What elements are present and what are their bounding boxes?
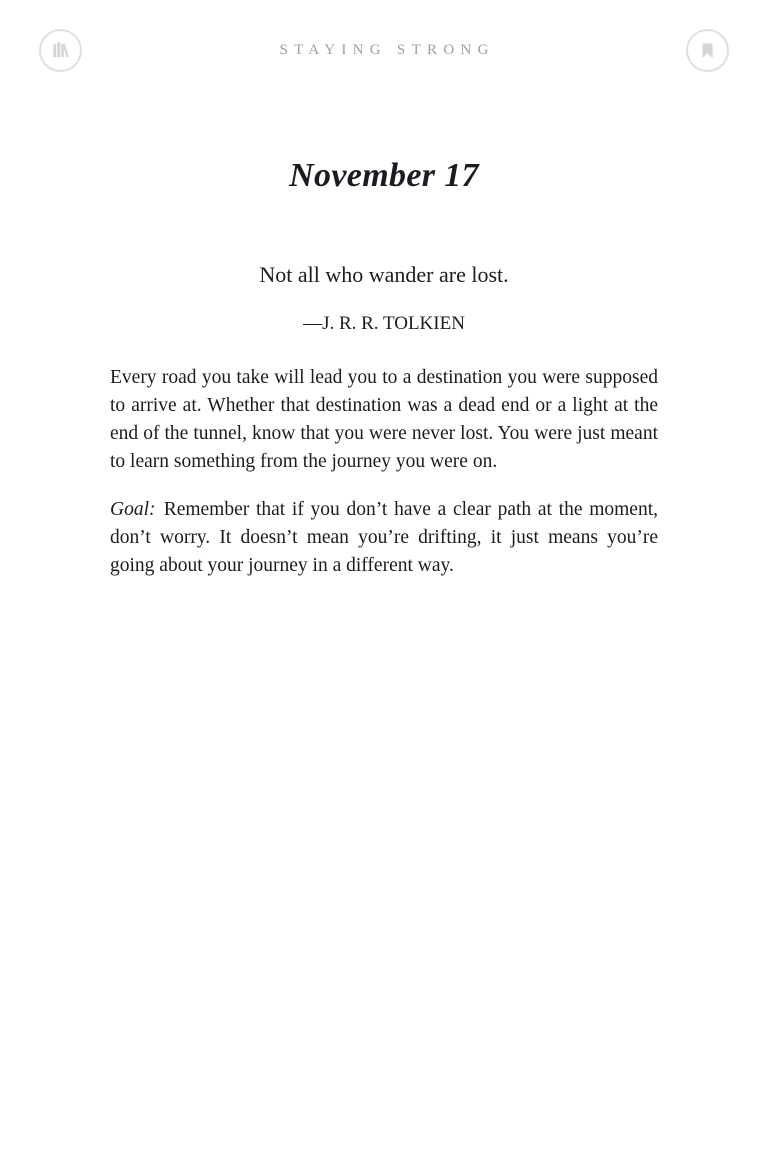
goal-label: Goal: — [110, 499, 156, 520]
goal-paragraph — [110, 496, 658, 580]
entry-content — [110, 158, 658, 580]
date-heading: November 17 — [289, 157, 479, 194]
quote-text: Not all who wander are lost. — [259, 262, 509, 287]
header-bar — [0, 0, 768, 100]
book-title: STAYING STRONG — [279, 41, 495, 58]
goal-text: Remember that if you don’t have a clear path at the moment, don’t worry. It doesn’t mean you’re drifting, it just means you’re going about your journey in a different way. — [110, 499, 658, 576]
quote-attribution: —J. R. R. TOLKIEN — [303, 313, 465, 334]
body-paragraph: Every road you take will lead you to a destination you were supposed to arrive at. Whether that destination was a dead end or a light at the end of the tunnel, know that you were never lost. You were just meant to learn something from the journey you were on. — [110, 367, 658, 472]
